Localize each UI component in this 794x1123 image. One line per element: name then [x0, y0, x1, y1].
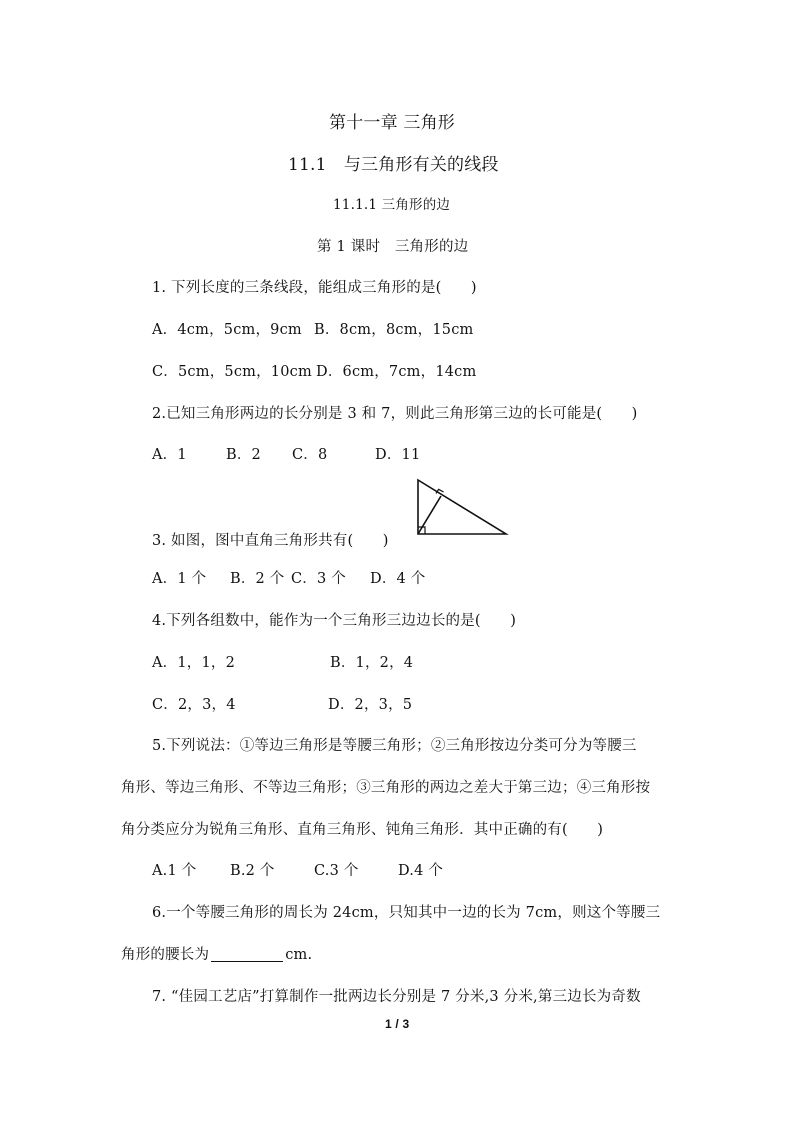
question-1-option-a: A．4cm，5cm，9cm [152, 322, 302, 338]
section-title: 11.1 与三角形有关的线段 [288, 155, 499, 175]
question-5-option-c: C.3 个 [314, 863, 359, 879]
question-1-option-b: B．8cm，8cm，15cm [314, 322, 474, 338]
question-3-option-a: A．1 个 [152, 571, 207, 587]
question-2-option-d: D．11 [375, 447, 421, 463]
answer-blank[interactable] [211, 947, 283, 962]
question-5-option-b: B.2 个 [230, 863, 275, 879]
question-5-option-d: D.4 个 [398, 863, 444, 879]
question-3-option-c: C．3 个 [291, 571, 346, 587]
question-4-stem: 4.下列各组数中，能作为一个三角形三边边长的是( ) [152, 613, 517, 629]
question-1-stem: 1. 下列长度的三条线段，能组成三角形的是( ) [152, 280, 477, 296]
question-4-option-b: B．1，2，4 [330, 655, 414, 671]
question-2-option-c: C．8 [292, 447, 328, 463]
question-6-line-2 [121, 943, 312, 964]
question-2-option-a: A．1 [152, 447, 187, 463]
question-7-line-1: 7. “佳园工艺店”打算制作一批两边长分别是 7 分米,3 分米,第三边长为奇数 [152, 989, 641, 1005]
question-3-option-d: D．4 个 [370, 571, 426, 587]
right-triangle-figure [410, 474, 512, 540]
lesson-title: 第 1 课时 三角形的边 [317, 239, 469, 255]
chapter-title: 第十一章 三角形 [329, 113, 456, 133]
question-5-line-1: 5.下列说法：①等边三角形是等腰三角形；②三角形按边分类可分为等腰三 [152, 738, 637, 754]
page-number: 1 / 3 [385, 1017, 410, 1031]
question-1-option-d: D．6cm，7cm，14cm [316, 364, 477, 380]
subsection-title: 11.1.1 三角形的边 [333, 197, 451, 213]
question-4-option-d: D．2，3，5 [328, 697, 413, 713]
question-6-line-2-prefix: 角形的腰长为 [121, 947, 210, 963]
question-5-line-3: 角分类应分为锐角三角形、直角三角形、钝角三角形．其中正确的有( ) [121, 822, 604, 838]
question-5-option-a: A.1 个 [152, 863, 197, 879]
question-4-option-c: C．2，3，4 [152, 697, 236, 713]
question-6-line-2-suffix: cm. [285, 947, 313, 963]
question-5-line-2: 角形、等边三角形、不等边三角形；③三角形的两边之差大于第三边；④三角形按 [121, 780, 651, 796]
question-2-stem: 2.已知三角形两边的长分别是 3 和 7，则此三角形第三边的长可能是( ) [152, 406, 638, 422]
altitude-line [418, 496, 441, 534]
question-6-line-1: 6.一个等腰三角形的周长为 24cm，只知其中一边的长为 7cm，则这个等腰三 [152, 905, 661, 921]
question-3-option-b: B．2 个 [230, 571, 285, 587]
question-2-option-b: B．2 [226, 447, 261, 463]
question-3-stem: 3. 如图，图中直角三角形共有( ) [152, 533, 389, 549]
triangle-outline [418, 480, 506, 534]
question-1-option-c: C．5cm，5cm，10cm [152, 364, 312, 380]
question-4-option-a: A．1，1，2 [152, 655, 236, 671]
